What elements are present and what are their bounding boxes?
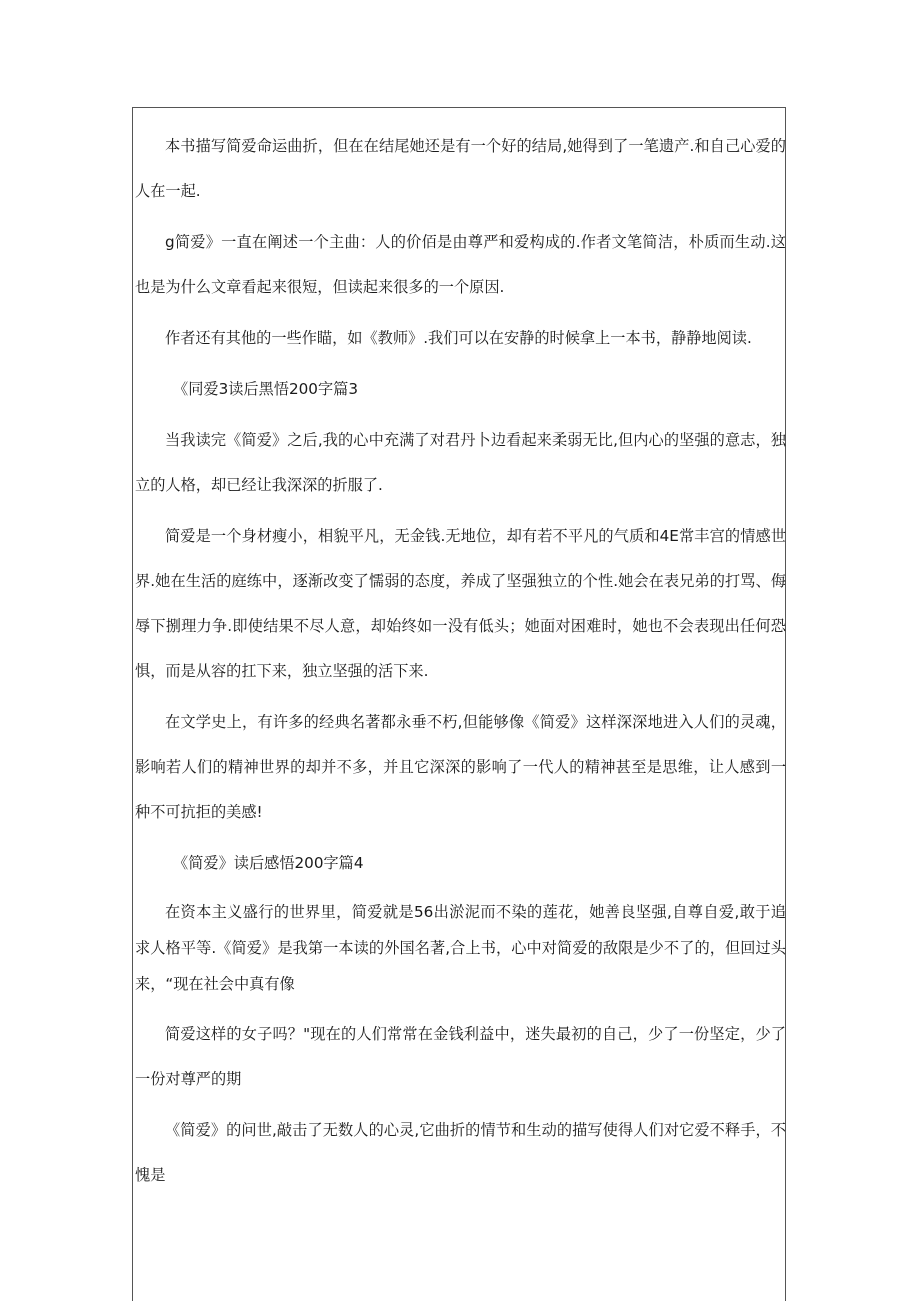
paragraph: 在资本主义盛行的世界里，简爱就是56出淤泥而不染的莲花，她善良坚强,自尊自爱,敢于追求人格平等.《简爱》是我第一本读的外国名著,合上书，心中对简爱的敌限是少不了的，但回过头来，“现在社会中真有像 bbox=[135, 903, 786, 993]
paragraph: 当我读完《简爱》之后,我的心中充满了对君丹卜边看起来柔弱无比,但内心的坚强的意志，独立的人格，却已经让我深深的折服了. bbox=[135, 431, 786, 494]
paragraph: 简爱这样的女子吗？"现在的人们常常在金钱利益中，迷失最初的自己，少了一份坚定，少了一份对尊严的期 bbox=[135, 1025, 786, 1088]
paragraph: g简爱》一直在阐述一个主曲：人的价佰是由尊严和爱构成的.作者文笔简洁，朴质而生动.这也是为什么文章看起来很短，但读起来很多的一个原因. bbox=[135, 233, 786, 296]
section-heading: 《同爱3读后黑悟200字篇3 bbox=[173, 380, 359, 398]
paragraph: 《简爱》的问世,敲击了无数人的心灵,它曲折的情节和生动的描写使得人们对它爱不释手，不愧是 bbox=[135, 1121, 786, 1184]
paragraph: 简爱是一个身材瘦小，相貌平凡，无金钱.无地位，却有若不平凡的气质和4E常丰宫的情感世界.她在生活的庭练中，逐渐改变了懦弱的态度，养成了坚强独立的个性.她会在表兄弟的打骂、侮辱下捌理力争.即使结果不尽人意，却始终如一没有低头；她面对困难时，她也不会表现出任何恐惧，而是从容的扛下来，独立坚强的活下来. bbox=[135, 527, 786, 680]
paragraph: 在文学史上，有许多的经典名著都永垂不朽,但能够像《简爱》这样深深地进入人们的灵魂，影响若人们的精神世界的却并不多，并且它深深的影响了一代人的精神甚至是思维，让人感到一种不可抗拒的美感! bbox=[135, 713, 786, 821]
paragraph: 本书描写简爱命运曲折，但在在结尾她还是有一个好的结局,她得到了一笔遗产.和自己心爱的人在一起. bbox=[135, 137, 786, 200]
document-body bbox=[135, 124, 786, 1198]
paragraph: 作者还有其他的一些作瞄，如《教师》.我们可以在安静的时候拿上一本书，静静地阅读. bbox=[165, 329, 752, 347]
section-heading: 《简爱》读后感悟200字篇4 bbox=[173, 854, 364, 872]
